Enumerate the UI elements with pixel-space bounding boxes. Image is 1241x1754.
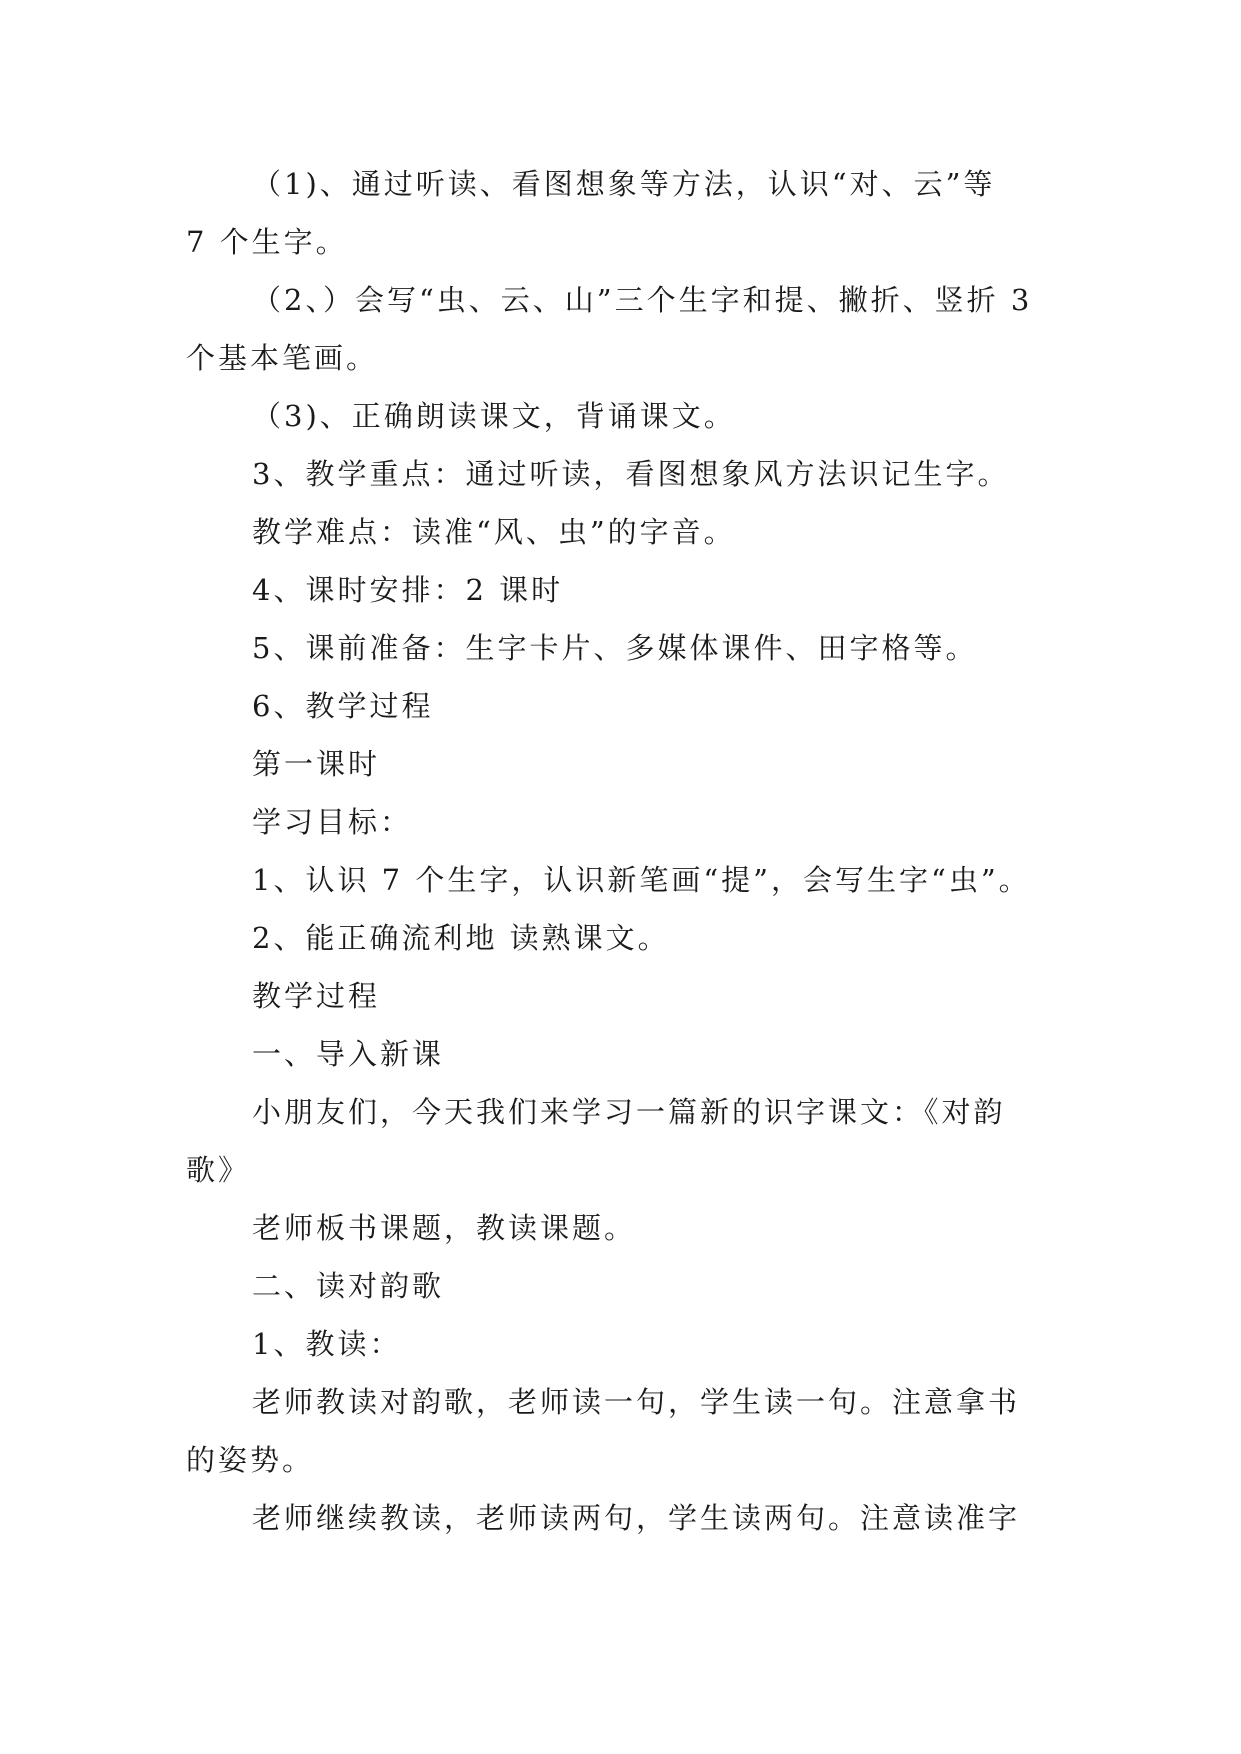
document-body: [186, 155, 1056, 1547]
text-line: （3)、正确朗读课文，背诵课文。: [252, 399, 736, 433]
section-heading: 二、读对韵歌: [252, 1269, 445, 1303]
text-line: 老师继续教读，老师读两句，学生读两句。注意读准字: [252, 1501, 1021, 1535]
text-line: 5、课前准备：生字卡片、多媒体课件、田字格等。: [252, 631, 978, 665]
section-heading: 第一课时: [252, 747, 381, 781]
section-heading: 6、教学过程: [252, 689, 434, 723]
text-line: 2、能正确流利地 读熟课文。: [252, 921, 670, 955]
text-line: 歌》: [186, 1153, 251, 1187]
section-heading: 一、导入新课: [252, 1037, 445, 1071]
text-line: 教学难点：读准“风、虫”的字音。: [252, 515, 736, 549]
text-line: 老师教读对韵歌，老师读一句，学生读一句。注意拿书: [252, 1385, 1021, 1419]
text-line: 1、教读：: [252, 1327, 402, 1361]
text-line: 1、认识 7 个生字，认识新笔画“提”，会写生字“虫”。: [252, 863, 1031, 897]
text-line: 小朋友们，今天我们来学习一篇新的识字课文：《对韵: [252, 1095, 1006, 1129]
text-line: 老师板书课题，教读课题。: [252, 1211, 637, 1245]
section-heading: 教学过程: [252, 979, 381, 1013]
text-line: 4、课时安排：2 课时: [252, 573, 564, 607]
text-line: 7 个生字。: [186, 225, 348, 259]
text-line: （2、）会写“虫、云、山”三个生字和提、撇折、竖折 3: [252, 283, 1033, 317]
section-heading: 学习目标：: [252, 805, 413, 839]
text-line: 的姿势。: [186, 1443, 315, 1477]
text-line: 3、教学重点：通过听读，看图想象风方法识记生字。: [252, 457, 1010, 491]
text-line: （1)、通过听读、看图想象等方法，认识“对、云”等: [252, 167, 996, 201]
text-line: 个基本笔画。: [186, 341, 379, 375]
